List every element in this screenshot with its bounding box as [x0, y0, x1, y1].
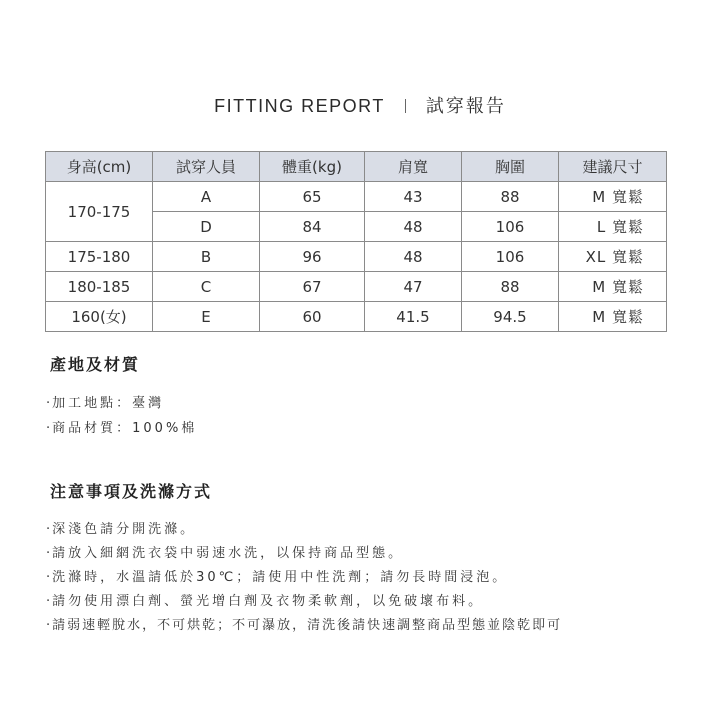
table-row: [46, 272, 667, 302]
cell-weight: 84: [260, 212, 365, 242]
origin-line: [46, 417, 198, 436]
bullet: ·: [46, 396, 51, 411]
cell-tester: A: [153, 182, 260, 212]
origin-material: 商品材質：100%棉: [52, 421, 198, 436]
care-text: 深淺色請分開洗滌。: [52, 522, 197, 537]
report-title-en: FITTING REPORT: [214, 96, 385, 116]
care-line: [46, 518, 562, 537]
cell-height: 175-180: [46, 242, 153, 272]
cell-size: M 寬鬆: [559, 182, 667, 212]
bullet: ·: [46, 594, 51, 609]
cell-chest: 88: [462, 272, 559, 302]
care-text: 請放入細網洗衣袋中弱速水洗，以保持商品型態。: [52, 546, 405, 561]
cell-tester: C: [153, 272, 260, 302]
cell-shoulder: 43: [365, 182, 462, 212]
origin-line: [46, 392, 197, 411]
cell-shoulder: 41.5: [365, 302, 462, 332]
header-chest: 胸圍: [462, 152, 559, 182]
header-size: 建議尺寸: [559, 152, 667, 182]
table-row: [46, 242, 667, 272]
cell-size: XL 寬鬆: [559, 242, 667, 272]
header-shoulder: 肩寬: [365, 152, 462, 182]
cell-tester: D: [153, 212, 260, 242]
table-row: [46, 302, 667, 332]
cell-height: 170-175: [46, 182, 153, 242]
cell-size: L 寬鬆: [559, 212, 667, 242]
cell-chest: 106: [462, 242, 559, 272]
table-row: [46, 182, 667, 212]
cell-height: 160(女): [46, 302, 153, 332]
cell-chest: 88: [462, 182, 559, 212]
care-line: [46, 614, 563, 633]
cell-weight: 65: [260, 182, 365, 212]
cell-weight: 96: [260, 242, 365, 272]
cell-shoulder: 48: [365, 242, 462, 272]
bullet: ·: [46, 522, 51, 537]
header-weight: 體重(kg): [260, 152, 365, 182]
cell-weight: 60: [260, 302, 365, 332]
care-section: [46, 479, 563, 633]
cell-weight: 67: [260, 272, 365, 302]
origin-location: 加工地點：臺灣: [52, 396, 165, 411]
cell-size: M 寬鬆: [559, 272, 667, 302]
header-tester: 試穿人員: [153, 152, 260, 182]
origin-section: [46, 352, 198, 436]
origin-title: 產地及材質: [50, 355, 141, 374]
title-divider: [405, 99, 406, 113]
table-header-row: [46, 152, 667, 182]
report-title: [0, 92, 720, 118]
cell-size: M 寬鬆: [559, 302, 667, 332]
care-text: 請勿使用漂白劑、螢光增白劑及衣物柔軟劑，以免破壞布料。: [52, 594, 485, 609]
care-text: 洗滌時，水溫請低於30℃；請使用中性洗劑；請勿長時間浸泡。: [52, 570, 509, 585]
header-height: 身高(cm): [46, 152, 153, 182]
bullet: ·: [46, 570, 51, 585]
cell-tester: B: [153, 242, 260, 272]
bullet: ·: [46, 421, 51, 436]
cell-tester: E: [153, 302, 260, 332]
report-title-zh: 試穿報告: [425, 96, 506, 117]
bullet: ·: [46, 546, 51, 561]
care-line: [46, 566, 562, 585]
bullet: ·: [46, 618, 51, 633]
care-text: 請弱速輕脫水，不可烘乾；不可瀑放，清洗後請快速調整商品型態並陰乾即可: [52, 618, 563, 633]
fitting-table: [45, 151, 667, 332]
cell-shoulder: 47: [365, 272, 462, 302]
cell-shoulder: 48: [365, 212, 462, 242]
care-title: 注意事項及洗滌方式: [50, 482, 213, 501]
cell-chest: 106: [462, 212, 559, 242]
cell-chest: 94.5: [462, 302, 559, 332]
cell-height: 180-185: [46, 272, 153, 302]
care-line: [46, 542, 562, 561]
care-line: [46, 590, 562, 609]
